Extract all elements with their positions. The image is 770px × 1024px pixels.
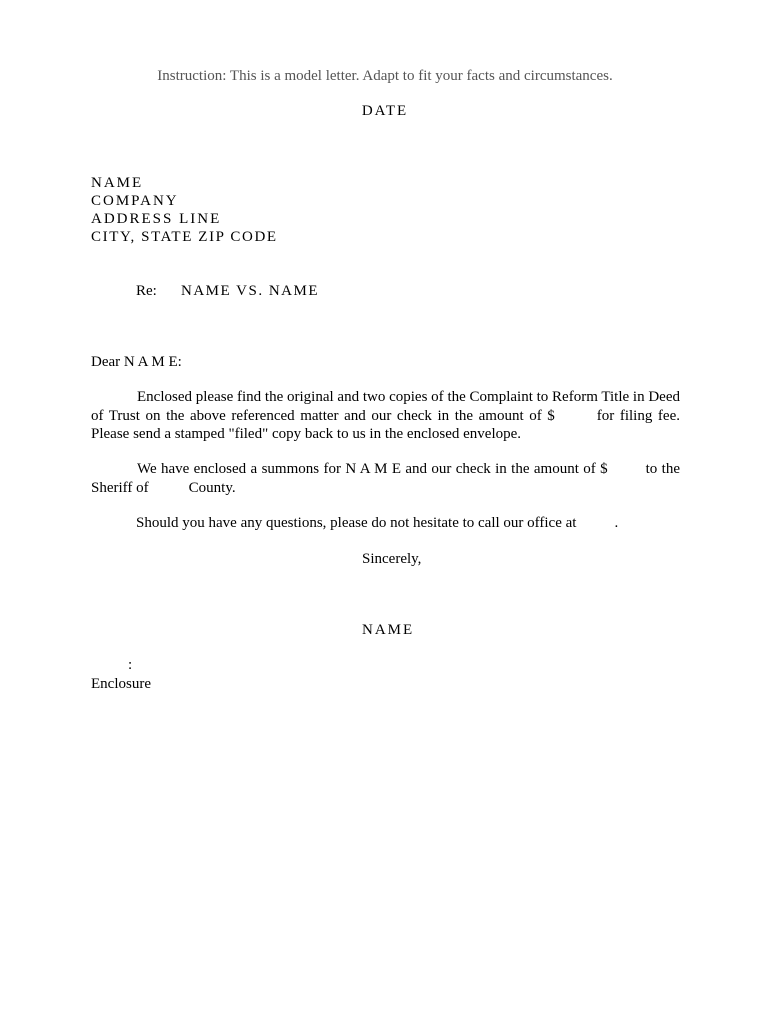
paragraph2-text-c: County. xyxy=(188,479,236,496)
re-label: Re: xyxy=(136,283,157,299)
re-value: NAME VS. NAME xyxy=(181,283,319,299)
paragraph-questions xyxy=(136,514,618,532)
paragraph1-text-a: Enclosed please find the original and two copies of the Complaint to Reform Title in Deed of Trust on the above referenced matter and our check in the amount of $ xyxy=(91,389,680,424)
recipient-company: COMPANY xyxy=(91,193,179,209)
paragraph-summons xyxy=(91,460,680,497)
salutation: Dear N A M E: xyxy=(91,354,182,370)
paragraph-enclosed-complaint xyxy=(91,388,680,444)
paragraph3-text-b: . xyxy=(614,515,619,531)
instruction-note: Instruction: This is a model letter. Adapt to fit your facts and circumstances. xyxy=(157,68,613,84)
paragraph2-text-a: We have enclosed a summons for N A M E and our check in the amount of $ xyxy=(137,461,608,477)
enclosure-note: Enclosure xyxy=(91,676,151,692)
recipient-name: NAME xyxy=(91,175,144,191)
letter-date: DATE xyxy=(361,103,409,119)
signature-name: NAME xyxy=(362,622,415,638)
paragraph3-text-a: Should you have any questions, please do not hesitate to call our office at xyxy=(136,515,577,531)
paragraph1-text-b: for filing fee. Please send a stamped "filed" copy back to us in the enclosed envelope. xyxy=(91,407,680,442)
closing: Sincerely, xyxy=(362,551,422,567)
initials-colon: : xyxy=(128,657,133,673)
recipient-city-state-zip: CITY, STATE ZIP CODE xyxy=(91,229,278,245)
recipient-address: ADDRESS LINE xyxy=(91,211,222,227)
paragraph2-text-b: to the Sheriff of xyxy=(91,461,680,496)
